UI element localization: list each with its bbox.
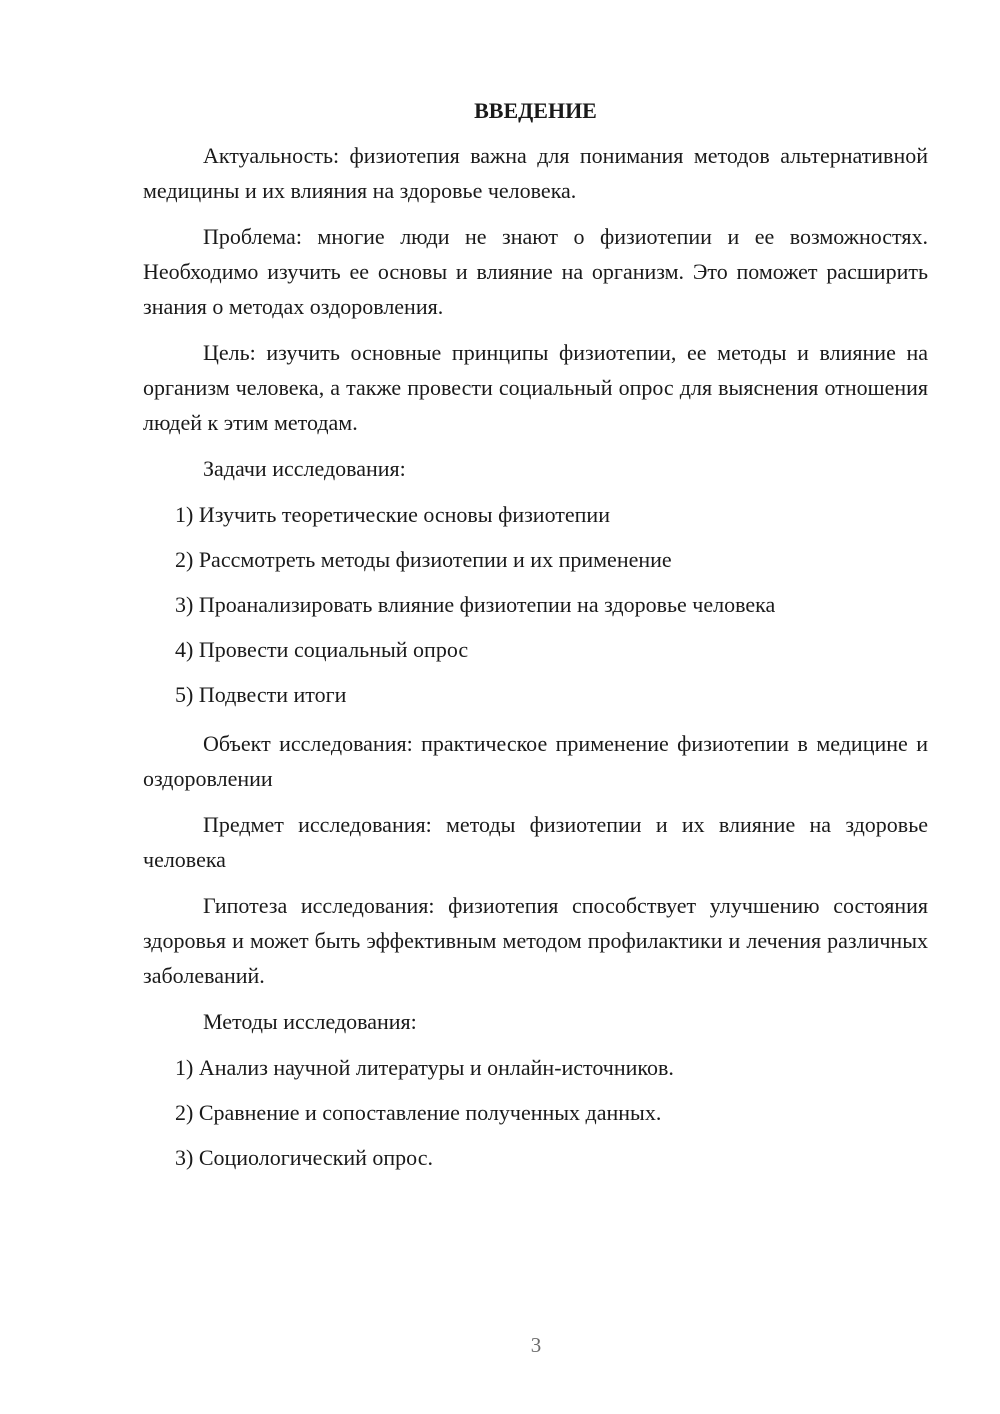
hypothesis-paragraph: Гипотеза исследования: физиотепия способствует улучшению состояния здоровья и может быть эффективным методом профилактики и лечения различных заболеваний. <box>143 893 928 988</box>
goal-paragraph: Цель: изучить основные принципы физиотепии, ее методы и влияние на организм человека, а также провести социальный опрос для выяснения отношения людей к этим методам. <box>143 340 928 435</box>
methods-list <box>143 1050 928 1175</box>
relevance-paragraph: Актуальность: физиотепия важна для понимания методов альтернативной медицины и их влияния на здоровье человека. <box>143 143 928 203</box>
task-item: 1) Изучить теоретические основы физиотепии <box>175 502 610 527</box>
task-item: 5) Подвести итоги <box>175 682 347 707</box>
subject-paragraph: Предмет исследования: методы физиотепии и их влияние на здоровье человека <box>143 812 928 872</box>
task-item: 3) Проанализировать влияние физиотепии на здоровье человека <box>175 592 776 617</box>
page-number: 3 <box>530 1333 542 1357</box>
section-title: ВВЕДЕНИЕ <box>474 98 597 123</box>
method-item: 3) Социологический опрос. <box>175 1145 433 1170</box>
task-item: 4) Провести социальный опрос <box>175 637 469 662</box>
problem-paragraph: Проблема: многие люди не знают о физиотепии и ее возможностях. Необходимо изучить ее основы и влияние на организм. Это поможет расширить знания о методах оздоровления. <box>143 224 928 319</box>
method-item: 1) Анализ научной литературы и онлайн-источников. <box>175 1055 674 1080</box>
page-content <box>143 93 928 1185</box>
task-item: 2) Рассмотреть методы физиотепии и их применение <box>175 547 672 572</box>
tasks-heading: Задачи исследования: <box>203 456 406 481</box>
tasks-list <box>143 497 928 712</box>
methods-heading: Методы исследования: <box>203 1009 417 1034</box>
object-paragraph: Объект исследования: практическое применение физиотепии в медицине и оздоровлении <box>143 731 928 791</box>
method-item: 2) Сравнение и сопоставление полученных данных. <box>175 1100 662 1125</box>
